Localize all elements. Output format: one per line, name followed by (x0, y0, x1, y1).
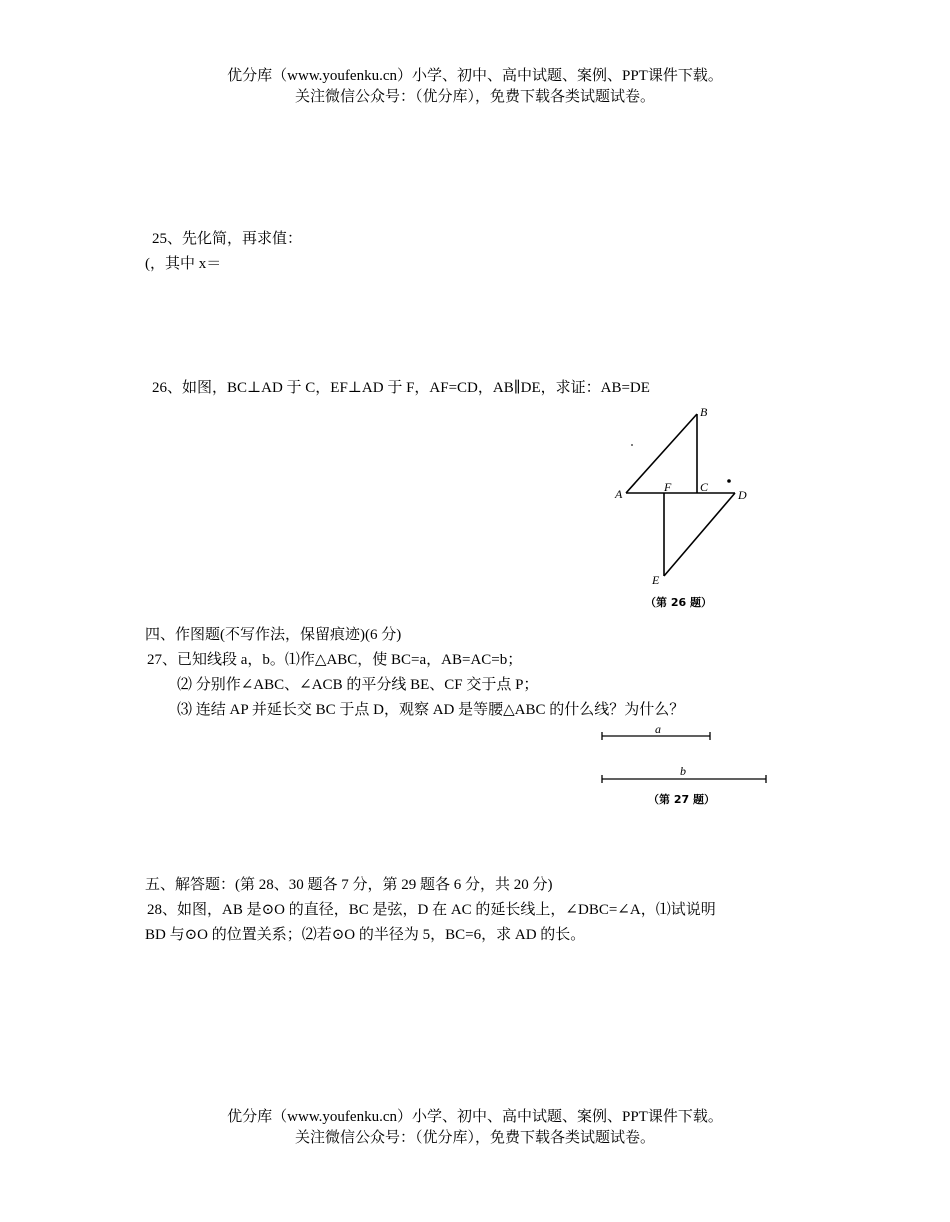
segment-ab (626, 414, 697, 493)
q27-line-2: ⑵ 分别作∠ABC、∠ACB 的平分线 BE、CF 交于点 P； (177, 677, 539, 693)
stray-dot (631, 444, 633, 446)
stray-dot (727, 479, 731, 483)
label-e: E (652, 573, 660, 587)
footer-line-1: 优分库（www.youfenku.cn）小学、初中、高中试题、案例、PPT课件下载。 (227, 1109, 723, 1125)
label-b: B (700, 405, 708, 419)
q27-figure (595, 720, 780, 810)
label-a-segment: a (655, 722, 661, 736)
q27-line-1: 27、已知线段 a，b。⑴作△ABC，使 BC=a，AB=AC=b； (147, 652, 523, 668)
q27-line-3: ⑶ 连结 AP 并延长交 BC 于点 D，观察 AD 是等腰△ABC 的什么线？为什么？ (177, 702, 685, 718)
footer-line-2: 关注微信公众号：（优分库），免费下载各类试题试卷。 (294, 1130, 655, 1146)
section-5-title: 五、解答题：(第 28、30 题各 7 分，第 29 题各 6 分，共 20 分) (145, 877, 553, 893)
q26-text: 26、如图，BC⊥AD 于 C，EF⊥AD 于 F，AF=CD，AB∥DE，求证：AB=DE (152, 380, 650, 396)
page-footer (0, 1107, 950, 1149)
page-header (0, 66, 950, 108)
header-line-2: 关注微信公众号：（优分库），免费下载各类试题试卷。 (294, 89, 655, 105)
section-4-title: 四、作图题(不写作法，保留痕迹)(6 分) (145, 627, 402, 643)
q27-caption: （第 27 题） (648, 793, 715, 806)
header-line-1: 优分库（www.youfenku.cn）小学、初中、高中试题、案例、PPT课件下载。 (227, 68, 723, 84)
q26-caption: （第 26 题） (645, 596, 712, 609)
q25-expression: (，其中 x＝ (145, 256, 222, 272)
q28-line-1: 28、如图，AB 是⊙O 的直径，BC 是弦，D 在 AC 的延长线上，∠DBC=∠A，⑴试说明 (147, 902, 716, 918)
q26-figure (600, 400, 790, 618)
label-b-segment: b (680, 764, 686, 778)
segment-de (664, 493, 735, 576)
label-f: F (664, 480, 672, 494)
q25-title: 25、先化简，再求值： (152, 231, 303, 247)
q28-line-2: BD 与⊙O 的位置关系；⑵若⊙O 的半径为 5，BC=6，求 AD 的长。 (145, 927, 586, 943)
label-d: D (738, 488, 747, 502)
label-a: A (615, 487, 623, 501)
label-c: C (700, 480, 709, 494)
